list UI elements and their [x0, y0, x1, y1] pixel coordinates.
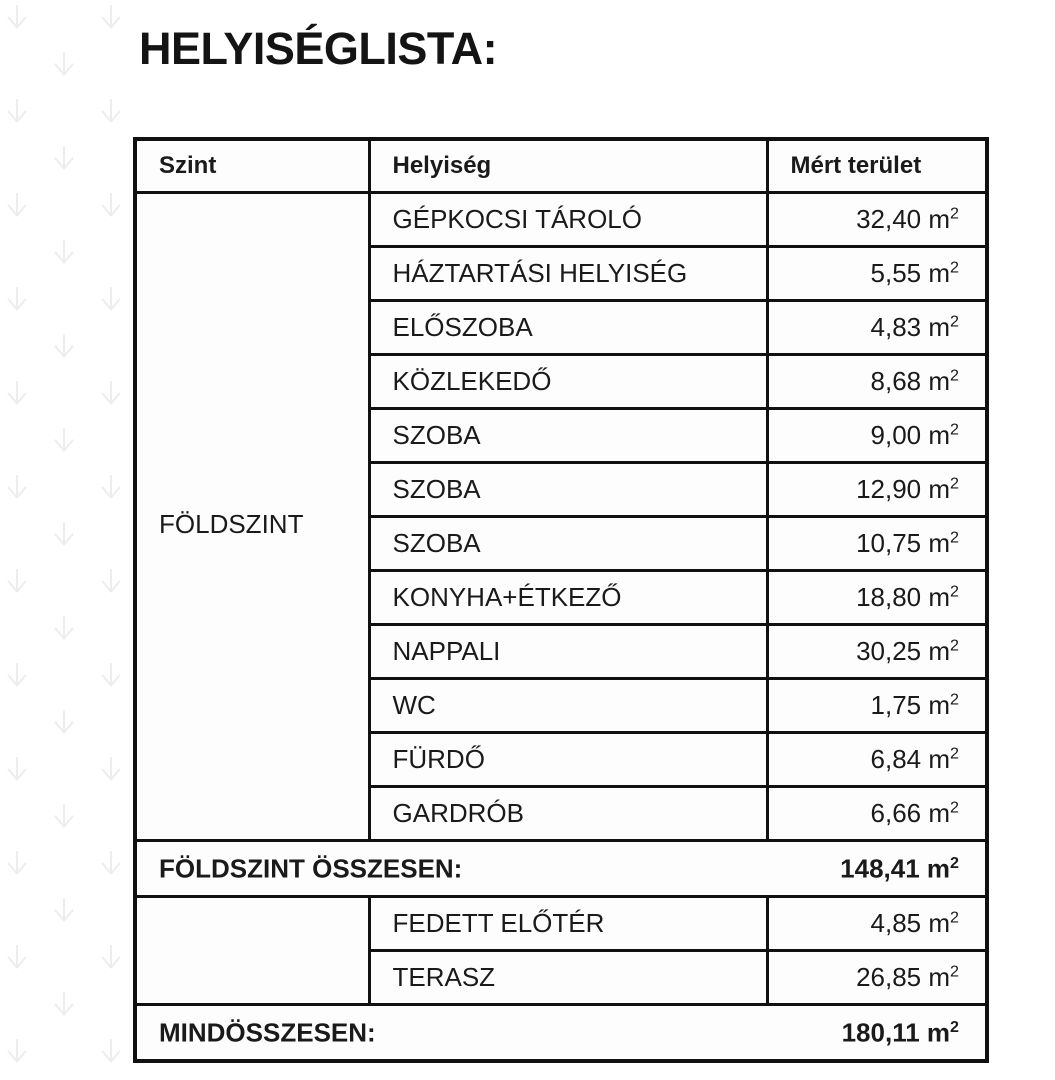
room-name-cell [369, 193, 767, 247]
room-area-cell [767, 247, 987, 301]
room-area-cell [767, 625, 987, 679]
room-area-cell [767, 733, 987, 787]
square-meter-exponent: 2 [950, 689, 959, 708]
room-area-cell [767, 571, 987, 625]
room-area-value: 30,25 $m^2$ [856, 635, 959, 666]
table-body [135, 193, 987, 1062]
room-area-cell [767, 193, 987, 247]
square-meter-exponent: 2 [950, 419, 959, 438]
room-name-cell [369, 951, 767, 1005]
room-area-value: 8,68 $m^2$ [870, 365, 959, 396]
room-area-value: 4,85 $m^2$ [870, 907, 959, 938]
grand-total-label: MINDÖSSZESEN: [159, 1017, 376, 1047]
page-title: HELYISÉGLISTA: [139, 23, 498, 74]
room-area-value: 6,84 $m^2$ [870, 743, 959, 774]
column-header-level-label: Szint [159, 152, 217, 180]
room-name-cell [369, 897, 767, 951]
room-area-cell [767, 787, 987, 841]
table-row [135, 193, 987, 247]
square-meter-exponent: 2 [950, 1017, 959, 1036]
level-total-row [135, 841, 987, 897]
room-area-value: 26,85 $m^2$ [856, 961, 959, 992]
room-name-label: TERASZ [392, 961, 496, 992]
room-area-cell [767, 409, 987, 463]
room-name-label: HÁZTARTÁSI HELYISÉG [392, 257, 688, 288]
room-name-cell [369, 787, 767, 841]
level-total-value: 148,41 $m^2$ [840, 853, 959, 883]
grand-total-row [135, 1005, 987, 1062]
square-meter-exponent: 2 [950, 635, 959, 654]
square-meter-exponent: 2 [950, 311, 959, 330]
room-area-cell [767, 897, 987, 951]
square-meter-exponent: 2 [950, 581, 959, 600]
room-name-cell [369, 463, 767, 517]
level-label: FÖLDSZINT [159, 508, 304, 539]
table-row [135, 897, 987, 951]
square-meter-exponent: 2 [950, 203, 959, 222]
room-name-label: NAPPALI [392, 635, 501, 666]
column-header-room [369, 139, 767, 193]
table-header-row [135, 139, 987, 193]
room-name-cell [369, 247, 767, 301]
square-meter-exponent: 2 [950, 961, 959, 980]
room-area-cell [767, 355, 987, 409]
level-total-cell [135, 841, 987, 897]
room-name-label: WC [392, 689, 436, 720]
column-header-level [135, 139, 369, 193]
room-name-cell [369, 571, 767, 625]
room-area-cell [767, 301, 987, 355]
room-name-label: GÉPKOCSI TÁROLÓ [392, 203, 642, 234]
level-total-label: FÖLDSZINT ÖSSZESEN: [159, 853, 463, 883]
room-area-value: 9,00 $m^2$ [870, 419, 959, 450]
grand-total-value: 180,11 $m^2$ [841, 1017, 959, 1047]
room-name-label: GARDRÓB [392, 797, 524, 828]
room-area-value: 5,55 $m^2$ [870, 257, 959, 288]
grand-total-cell [135, 1005, 987, 1062]
room-area-value: 10,75 $m^2$ [856, 527, 959, 558]
room-name-label: SZOBA [392, 419, 481, 450]
square-meter-exponent: 2 [950, 365, 959, 384]
room-name-label: FÜRDŐ [392, 743, 485, 774]
room-area-cell [767, 679, 987, 733]
room-area-cell [767, 951, 987, 1005]
square-meter-exponent: 2 [950, 797, 959, 816]
room-area-value: 4,83 $m^2$ [870, 311, 959, 342]
column-header-area [767, 139, 987, 193]
room-name-label: SZOBA [392, 473, 481, 504]
room-area-value: 1,75 $m^2$ [870, 689, 959, 720]
level-cell-empty [135, 897, 369, 1005]
level-cell-foldszint [135, 193, 369, 841]
room-name-label: KÖZLEKEDŐ [392, 365, 552, 396]
square-meter-exponent: 2 [950, 907, 959, 926]
room-area-value: 32,40 $m^2$ [856, 203, 959, 234]
room-name-cell [369, 733, 767, 787]
room-area-cell [767, 517, 987, 571]
room-name-cell [369, 517, 767, 571]
room-name-cell [369, 625, 767, 679]
room-schedule-table [133, 137, 989, 1063]
room-name-cell [369, 355, 767, 409]
room-name-label: ELŐSZOBA [392, 311, 533, 342]
column-header-area-label: Mért terület [790, 152, 922, 180]
square-meter-exponent: 2 [950, 853, 959, 872]
column-header-room-label: Helyiség [392, 152, 492, 180]
room-name-cell [369, 679, 767, 733]
room-area-cell [767, 463, 987, 517]
square-meter-exponent: 2 [950, 743, 959, 762]
room-name-label: KONYHA+ÉTKEZŐ [392, 581, 622, 612]
room-name-label: SZOBA [392, 527, 481, 558]
square-meter-exponent: 2 [950, 527, 959, 546]
room-name-cell [369, 409, 767, 463]
room-name-cell [369, 301, 767, 355]
square-meter-exponent: 2 [950, 257, 959, 276]
room-name-label: FEDETT ELŐTÉR [392, 907, 605, 938]
room-area-value: 18,80 $m^2$ [856, 581, 959, 612]
room-area-value: 12,90 $m^2$ [856, 473, 959, 504]
square-meter-exponent: 2 [950, 473, 959, 492]
room-area-value: 6,66 $m^2$ [870, 797, 959, 828]
